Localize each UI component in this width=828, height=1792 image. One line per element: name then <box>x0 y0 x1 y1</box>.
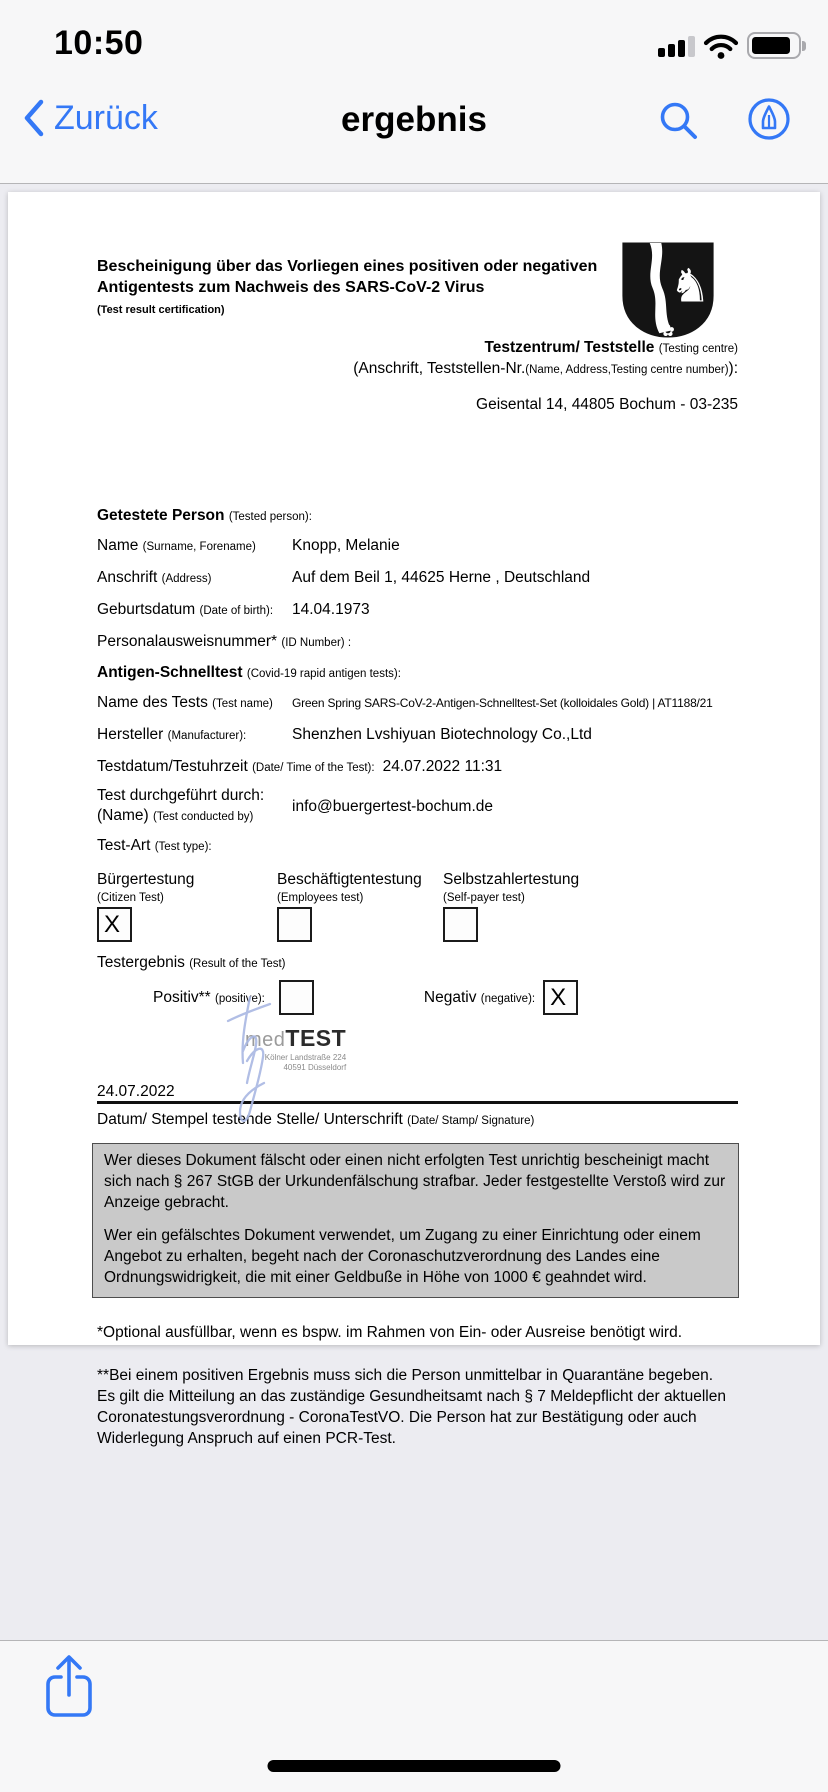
value-test-name: Green Spring SARS-CoV-2-Antigen-Schnelltest-Set (kolloidales Gold) | AT1188/21 <box>292 696 713 710</box>
markup-button[interactable] <box>746 96 792 147</box>
cellular-signal-icon <box>658 35 695 57</box>
warning-paragraph-1: Wer dieses Dokument fälscht oder einen nicht erfolgten Test unrichtig bescheinigt macht sich nach § 267 StGB der Urkundenfälschung strafbar. Jeder festgestellte Verstoß wird zur Anzeige gebracht. <box>104 1152 726 1211</box>
wifi-icon <box>703 32 739 59</box>
markup-pen-icon <box>746 96 792 142</box>
option-employees-test: Beschäftigtentestung (Employees test) <box>277 871 429 942</box>
stamp-signature-zone <box>97 1017 738 1101</box>
value-address: Auf dem Beil 1, 44625 Herne , Deutschland <box>292 569 591 586</box>
share-button[interactable] <box>44 1653 94 1724</box>
document-title: Bescheinigung über das Vorliegen eines positiven oder negativen Antigentests zum Nachweis des SARS-CoV-2 Virus (Test result certification) <box>97 192 617 321</box>
back-label: Zurück <box>54 98 158 137</box>
field-row-test-name: Name des Tests (Test name) Green Spring SARS-CoV-2-Antigen-Schnelltest-Set (kolloidales Gold) | AT1188/21 <box>97 694 713 711</box>
value-test-datetime: 24.07.2022 11:31 <box>382 758 503 775</box>
field-row-manufacturer: Hersteller (Manufacturer): Shenzhen Lvshiyuan Biotechnology Co.,Ltd <box>97 726 592 743</box>
section-test-result: Testergebnis (Result of the Test) <box>97 954 286 971</box>
value-name: Knopp, Melanie <box>292 537 400 554</box>
value-manufacturer: Shenzhen Lvshiyuan Biotechnology Co.,Ltd <box>292 726 592 743</box>
field-row-id-number: Personalausweisnummer* (ID Number) : <box>97 633 352 650</box>
svg-text:♞: ♞ <box>669 258 711 313</box>
footnote-optional: *Optional ausfüllbar, wenn es bspw. im Rahmen von Ein- oder Ausreise benötigt wird. <box>97 1324 683 1341</box>
value-birthdate: 14.04.1973 <box>292 601 370 618</box>
handwritten-signature <box>192 989 322 1134</box>
status-time: 10:50 <box>54 24 144 62</box>
footnote-positive-result: **Bei einem positiven Ergebnis muss sich die Person unmittelbar in Quarantäne begeben. Es gilt die Mitteilung an das zuständige Gesundheitsamt nach § 7 Meldepflicht der aktuellen Coronatestungsverordnung - CoronaTestVO. Die Person hat zur Bestätigung oder auch Widerlegung Anspruch auf einen PCR-Test. <box>97 1367 726 1447</box>
checkbox-negative: X <box>543 980 578 1015</box>
field-row-test-datetime: Testdatum/Testuhrzeit (Date/ Time of the Test): 24.07.2022 11:31 <box>97 758 503 775</box>
section-tested-person: Getestete Person (Tested person): <box>97 507 312 524</box>
value-conducted-by: info@buergertest-bochum.de <box>292 797 493 815</box>
test-type-options <box>97 871 738 942</box>
page-title: ergebnis <box>341 100 487 139</box>
field-row-address: Anschrift (Address) Auf dem Beil 1, 44625 Herne , Deutschland <box>97 569 591 586</box>
legal-warning-box <box>92 1143 739 1298</box>
search-icon <box>658 100 700 142</box>
section-antigen-test: Antigen-Schnelltest (Covid-19 rapid antigen tests): <box>97 664 401 681</box>
bottom-toolbar <box>0 1640 828 1792</box>
signature-caption: Datum/ Stempel testende Stelle/ Unterschrift (Date/ Stamp/ Signature) <box>97 1111 535 1128</box>
field-row-name: Name (Surname, Forename) Knopp, Melanie <box>97 537 400 554</box>
checkbox-citizen-test: X <box>97 907 132 942</box>
battery-icon <box>747 32 807 59</box>
checkbox-employees-test <box>277 907 312 942</box>
home-indicator[interactable] <box>268 1760 561 1772</box>
document-subtitle: (Test result certification) <box>97 304 225 316</box>
svg-text:✿: ✿ <box>661 321 675 341</box>
checkbox-self-payer-test <box>443 907 478 942</box>
status-icons <box>658 32 807 59</box>
test-centre-address: Geisental 14, 44805 Bochum - 03-235 <box>476 396 738 413</box>
option-citizen-test: Bürgertestung (Citizen Test) X <box>97 871 263 942</box>
medtest-stamp: medTEST Kölner Landstraße 224 40591 Düsseldorf <box>245 1025 347 1072</box>
document-page <box>8 192 820 1447</box>
search-button[interactable] <box>658 100 700 147</box>
stamp-date: 24.07.2022 <box>97 1083 175 1100</box>
share-icon <box>44 1653 94 1719</box>
field-row-birthdate: Geburtsdatum (Date of birth): 14.04.1973 <box>97 601 370 618</box>
result-row: Positiv** (positive): Negativ (negative): X <box>97 980 738 1015</box>
option-self-payer-test: Selbstzahlertestung (Self-payer test) <box>443 871 591 942</box>
field-row-conducted-by: Test durchgeführt durch: (Name) (Test conducted by) info@buergertest-bochum.de <box>97 787 493 824</box>
warning-paragraph-2: Wer ein gefälschtes Dokument verwendet, um Zugang zu einer Einrichtung oder einem Angebot zu erhalten, begeht nach der Coronaschutzverordnung des Landes eine Ordnungswidrigkeit, die mit einer Geldbuße in Höhe von 1000 € geahndet wird. <box>104 1227 701 1286</box>
top-chrome <box>0 0 828 184</box>
test-centre-block: Testzentrum/ Teststelle (Testing centre) (Anschrift, Teststellen-Nr.(Name, Address,Testing centre number)): Geisental 14, 44805 Bochum - 03-235 <box>97 338 738 415</box>
nrw-coat-of-arms <box>620 240 716 340</box>
section-test-type: Test-Art (Test type): <box>97 837 212 854</box>
document-scroll-area[interactable] <box>0 185 828 1640</box>
